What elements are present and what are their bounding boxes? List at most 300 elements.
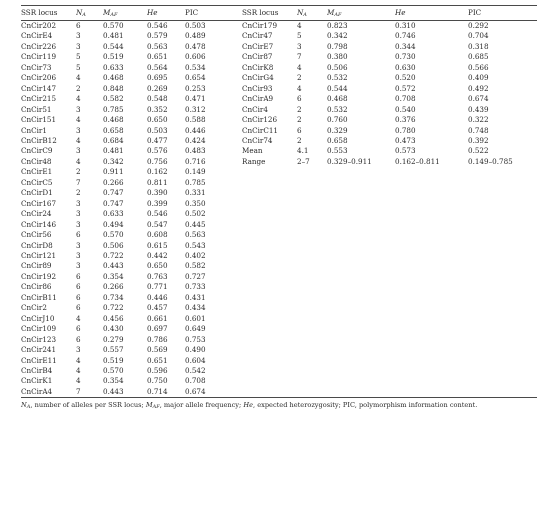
left-na-cell: 6: [76, 21, 81, 30]
left-pic-cell: 0.727: [185, 271, 206, 281]
right-maf-cell: [327, 230, 395, 240]
right-locus-cell: CnCir4: [242, 104, 268, 114]
right-na-cell: 4: [297, 62, 302, 72]
left-maf-cell: 0.734: [103, 292, 124, 302]
right-he-cell: [395, 178, 468, 188]
left-pic-cell: 0.502: [185, 209, 206, 219]
left-locus-cell: CnCir1: [21, 125, 47, 135]
right-pic-cell: [468, 209, 537, 219]
table-row: [21, 230, 537, 240]
right-locus-cell: [242, 178, 297, 188]
left-he-cell: 0.661: [147, 313, 168, 323]
right-maf-cell: [327, 314, 395, 324]
left-he-cell: 0.477: [147, 135, 168, 145]
right-maf-cell: [327, 293, 395, 303]
left-maf-cell: 0.544: [103, 41, 124, 51]
right-maf-cell: [327, 241, 395, 251]
table-row: [21, 94, 537, 104]
left-maf-cell: 0.519: [103, 52, 124, 62]
right-he-cell: [395, 356, 468, 366]
left-he-cell: 0.457: [147, 303, 168, 313]
right-he-cell: [395, 220, 468, 230]
left-locus-cell: CnCir151: [21, 115, 57, 125]
right-maf-cell: 0.329: [327, 125, 348, 135]
right-locus-cell: [242, 335, 297, 345]
left-he-cell: 0.811: [147, 177, 168, 187]
left-pic-cell: 0.601: [185, 313, 206, 323]
right-maf-cell: [327, 345, 395, 355]
left-locus-cell: CnCirE4: [21, 31, 53, 41]
table-row: [21, 31, 537, 41]
right-he-cell: [395, 209, 468, 219]
left-locus-cell: CnCir109: [21, 324, 57, 334]
left-maf-cell: 0.443: [103, 387, 147, 398]
header-na-left: $N_A$: [76, 7, 86, 18]
right-he-cell: [395, 387, 468, 398]
right-pic-cell: 0.522: [468, 146, 489, 156]
table-row: [21, 42, 537, 52]
left-pic-cell: 0.588: [185, 115, 206, 125]
right-pic-cell: [468, 230, 537, 240]
right-maf-cell: 0.798: [327, 41, 348, 51]
left-pic-cell: 0.716: [185, 156, 206, 166]
left-he-cell: 0.269: [147, 83, 168, 93]
right-na-cell: [297, 345, 327, 355]
table-row: [21, 63, 537, 73]
right-maf-cell: 0.532: [327, 104, 348, 114]
left-maf-cell: 0.848: [103, 83, 124, 93]
right-na-cell: [297, 251, 327, 261]
ssr-locus-table: [21, 5, 537, 398]
right-na-cell: 6: [297, 94, 302, 104]
right-pic-cell: [468, 324, 537, 334]
left-locus-cell: CnCirE11: [21, 355, 57, 365]
left-pic-cell: 0.708: [185, 376, 206, 386]
left-he-cell: 0.546: [147, 21, 168, 30]
left-he-cell: 0.352: [147, 104, 168, 114]
right-locus-cell: [242, 167, 297, 177]
table-footnote: $N_A$, number of alleles per SSR locus; $M_{AF}$, major allele frequency; He, expected heterozygosity; PIC, polymorphism information content.: [21, 401, 478, 411]
table-row: [21, 146, 537, 156]
left-maf-cell: 0.266: [103, 177, 124, 187]
left-maf-cell: 0.747: [103, 198, 124, 208]
right-he-cell: [395, 314, 468, 324]
right-locus-cell: [242, 366, 297, 376]
right-he-cell: 0.630: [395, 62, 416, 72]
left-locus-cell: CnCirB11: [21, 292, 57, 302]
table-row: [21, 136, 537, 146]
left-maf-cell: 0.456: [103, 313, 124, 323]
left-pic-cell: 0.733: [185, 282, 206, 292]
right-pic-cell: [468, 376, 537, 386]
left-pic-cell: 0.350: [185, 198, 206, 208]
left-pic-cell: 0.604: [185, 355, 206, 365]
left-na-cell: 4: [76, 365, 81, 375]
right-na-cell: [297, 356, 327, 366]
right-maf-cell: [327, 220, 395, 230]
table-header-row: [21, 6, 537, 21]
left-maf-cell: 0.722: [103, 250, 124, 260]
left-na-cell: 2: [76, 167, 81, 177]
right-pic-cell: [468, 387, 537, 398]
right-na-cell: 2: [297, 104, 302, 114]
right-locus-cell: CnCirC11: [242, 125, 279, 135]
left-na-cell: 6: [76, 303, 81, 313]
right-locus-cell: [242, 220, 297, 230]
left-pic-cell: 0.606: [185, 52, 206, 62]
left-he-cell: 0.786: [147, 334, 168, 344]
right-na-cell: [297, 324, 327, 334]
right-he-cell: 0.376: [395, 115, 416, 125]
right-na-cell: [297, 376, 327, 386]
right-locus-cell: [242, 345, 297, 355]
left-he-cell: 0.390: [147, 188, 168, 198]
right-pic-cell: 0.492: [468, 83, 489, 93]
right-he-cell: 0.573: [395, 146, 416, 156]
left-locus-cell: CnCirA4: [21, 387, 76, 398]
left-pic-cell: 0.543: [185, 240, 206, 250]
left-locus-cell: CnCir202: [21, 21, 57, 30]
right-na-cell: 3: [297, 41, 302, 51]
table-row: [21, 251, 537, 261]
right-pic-cell: [468, 293, 537, 303]
right-maf-cell: 0.544: [327, 83, 348, 93]
header-maf-left: $M_{AF}$: [103, 7, 118, 18]
left-na-cell: 5: [76, 62, 81, 72]
right-he-cell: [395, 293, 468, 303]
right-he-cell: [395, 261, 468, 271]
right-pic-cell: [468, 220, 537, 230]
table-row: [21, 220, 537, 230]
right-locus-cell: CnCirG4: [242, 73, 274, 83]
right-na-cell: [297, 314, 327, 324]
right-locus-cell: [242, 303, 297, 313]
right-pic-cell: 0.685: [468, 52, 489, 62]
header-pic-left: PIC: [185, 7, 199, 17]
header-maf-right: $M_{AF}$: [327, 7, 342, 18]
right-locus-cell: [242, 387, 297, 398]
left-pic-cell: 0.483: [185, 146, 206, 156]
right-maf-cell: 0.658: [327, 135, 348, 145]
left-pic-cell: 0.424: [185, 135, 206, 145]
left-na-cell: 3: [76, 41, 81, 51]
table-row: [21, 356, 537, 366]
right-locus-cell: [242, 251, 297, 261]
left-locus-cell: CnCirC5: [21, 177, 53, 187]
left-maf-cell: 0.785: [103, 104, 124, 114]
left-na-cell: 6: [76, 230, 81, 240]
left-pic-cell: 0.753: [185, 334, 206, 344]
left-maf-cell: 0.354: [103, 271, 124, 281]
left-he-cell: 0.596: [147, 365, 168, 375]
right-he-cell: [395, 167, 468, 177]
right-pic-cell: [468, 261, 537, 271]
left-locus-cell: CnCirD1: [21, 188, 53, 198]
header-ssr-locus-right: SSR locus: [242, 7, 279, 17]
left-na-cell: 4: [76, 313, 81, 323]
right-locus-cell: Mean: [242, 146, 263, 156]
left-na-cell: 3: [76, 198, 81, 208]
left-locus-cell: CnCir86: [21, 282, 52, 292]
header-na-right: $N_A$: [297, 7, 307, 18]
right-he-cell: [395, 376, 468, 386]
left-maf-cell: 0.633: [103, 62, 124, 72]
right-pic-cell: [468, 314, 537, 324]
right-maf-cell: 0.553: [327, 146, 348, 156]
left-pic-cell: 0.503: [185, 21, 206, 30]
right-locus-cell: CnCir87: [242, 52, 273, 62]
right-na-cell: 4: [297, 21, 302, 30]
table-row: [21, 167, 537, 177]
right-maf-cell: [327, 209, 395, 219]
left-locus-cell: CnCir147: [21, 83, 57, 93]
right-na-cell: 6: [297, 125, 302, 135]
right-na-cell: [297, 303, 327, 313]
table-row: [21, 366, 537, 376]
right-pic-cell: 0.149–0.785: [468, 156, 513, 166]
right-he-cell: 0.780: [395, 125, 416, 135]
right-pic-cell: 0.318: [468, 41, 489, 51]
right-locus-cell: [242, 282, 297, 292]
left-locus-cell: CnCirD8: [21, 240, 53, 250]
right-maf-cell: [327, 324, 395, 334]
left-he-cell: 0.548: [147, 94, 168, 104]
right-he-cell: [395, 366, 468, 376]
left-maf-cell: 0.494: [103, 219, 124, 229]
right-locus-cell: CnCirA9: [242, 94, 274, 104]
right-maf-cell: [327, 303, 395, 313]
left-maf-cell: 0.722: [103, 303, 124, 313]
right-he-cell: [395, 188, 468, 198]
right-locus-cell: CnCir126: [242, 115, 278, 125]
right-locus-cell: [242, 356, 297, 366]
right-na-cell: [297, 167, 327, 177]
left-na-cell: 2: [76, 83, 81, 93]
table-row: [21, 335, 537, 345]
table-row: [21, 209, 537, 219]
right-he-cell: [395, 241, 468, 251]
left-na-cell: 3: [76, 125, 81, 135]
left-locus-cell: CnCir56: [21, 230, 52, 240]
left-na-cell: 6: [76, 334, 81, 344]
right-na-cell: [297, 188, 327, 198]
table-row: [21, 314, 537, 324]
right-locus-cell: CnCir93: [242, 83, 273, 93]
left-na-cell: 3: [76, 31, 81, 41]
table-row: [21, 115, 537, 125]
right-he-cell: [395, 199, 468, 209]
right-pic-cell: 0.566: [468, 62, 489, 72]
right-na-cell: [297, 178, 327, 188]
left-he-cell: 0.579: [147, 31, 168, 41]
left-he-cell: 0.576: [147, 146, 168, 156]
table-row: [21, 324, 537, 334]
left-locus-cell: CnCirE1: [21, 167, 53, 177]
table-row: [21, 105, 537, 115]
left-he-cell: 0.650: [147, 115, 168, 125]
left-na-cell: 7: [76, 387, 103, 398]
left-pic-cell: 0.563: [185, 230, 206, 240]
right-na-cell: [297, 272, 327, 282]
table-row: [21, 387, 537, 398]
header-he-right: He: [395, 7, 406, 17]
left-locus-cell: CnCir167: [21, 198, 57, 208]
right-maf-cell: 0.532: [327, 73, 348, 83]
right-maf-cell: 0.506: [327, 62, 348, 72]
right-pic-cell: [468, 241, 537, 251]
table-row: [21, 376, 537, 386]
left-locus-cell: CnCir51: [21, 104, 52, 114]
right-he-cell: [395, 345, 468, 355]
right-he-cell: 0.572: [395, 83, 416, 93]
left-he-cell: 0.503: [147, 125, 168, 135]
right-na-cell: 2: [297, 115, 302, 125]
left-maf-cell: 0.468: [103, 73, 124, 83]
right-maf-cell: [327, 376, 395, 386]
right-maf-cell: 0.760: [327, 115, 348, 125]
left-locus-cell: CnCir121: [21, 250, 57, 260]
left-he-cell: 0.695: [147, 73, 168, 83]
left-maf-cell: 0.582: [103, 94, 124, 104]
right-na-cell: 2: [297, 73, 302, 83]
left-he-cell: 0.399: [147, 198, 168, 208]
right-maf-cell: [327, 282, 395, 292]
left-locus-cell: CnCirB12: [21, 135, 57, 145]
left-na-cell: 3: [76, 219, 81, 229]
right-maf-cell: 0.342: [327, 31, 348, 41]
right-he-cell: 0.520: [395, 73, 416, 83]
left-maf-cell: 0.266: [103, 282, 124, 292]
right-locus-cell: [242, 188, 297, 198]
right-locus-cell: Range: [242, 156, 266, 166]
table-row: [21, 126, 537, 136]
left-pic-cell: 0.446: [185, 125, 206, 135]
left-maf-cell: 0.443: [103, 261, 124, 271]
left-na-cell: 3: [76, 250, 81, 260]
table-row: [21, 21, 537, 32]
left-na-cell: 6: [76, 292, 81, 302]
right-pic-cell: [468, 335, 537, 345]
right-locus-cell: [242, 376, 297, 386]
table-row: [21, 345, 537, 355]
right-he-cell: 0.540: [395, 104, 416, 114]
table-row: [21, 188, 537, 198]
right-pic-cell: 0.748: [468, 125, 489, 135]
right-pic-cell: [468, 272, 537, 282]
right-maf-cell: [327, 335, 395, 345]
left-na-cell: 4: [76, 73, 81, 83]
right-na-cell: 5: [297, 31, 302, 41]
right-maf-cell: [327, 272, 395, 282]
left-pic-cell: 0.331: [185, 188, 206, 198]
left-na-cell: 3: [76, 240, 81, 250]
left-maf-cell: 0.519: [103, 355, 124, 365]
right-pic-cell: [468, 188, 537, 198]
right-maf-cell: [327, 188, 395, 198]
left-locus-cell: CnCir146: [21, 219, 57, 229]
left-maf-cell: 0.747: [103, 188, 124, 198]
left-pic-cell: 0.674: [185, 387, 242, 398]
right-locus-cell: CnCir74: [242, 135, 273, 145]
left-pic-cell: 0.149: [185, 167, 206, 177]
left-locus-cell: CnCir2: [21, 303, 47, 313]
left-pic-cell: 0.471: [185, 94, 206, 104]
left-locus-cell: CnCir123: [21, 334, 57, 344]
left-locus-cell: CnCir226: [21, 41, 57, 51]
right-maf-cell: 0.468: [327, 94, 348, 104]
left-maf-cell: 0.481: [103, 31, 124, 41]
left-maf-cell: 0.570: [103, 365, 124, 375]
right-na-cell: 2–7: [297, 156, 310, 166]
left-he-cell: 0.608: [147, 230, 168, 240]
left-na-cell: 2: [76, 188, 81, 198]
right-locus-cell: [242, 230, 297, 240]
left-pic-cell: 0.490: [185, 345, 206, 355]
right-he-cell: 0.162–0.811: [395, 156, 440, 166]
right-pic-cell: [468, 356, 537, 366]
right-na-cell: [297, 230, 327, 240]
table-row: [21, 52, 537, 62]
header-ssr-locus-left: SSR locus: [21, 7, 58, 17]
table-row: [21, 272, 537, 282]
left-he-cell: 0.563: [147, 41, 168, 51]
left-na-cell: 3: [76, 261, 81, 271]
header-he-left: He: [147, 7, 158, 17]
right-he-cell: [395, 272, 468, 282]
left-he-cell: 0.446: [147, 292, 168, 302]
left-maf-cell: 0.342: [103, 156, 124, 166]
right-pic-cell: 0.322: [468, 115, 489, 125]
left-pic-cell: 0.582: [185, 261, 206, 271]
right-locus-cell: [242, 272, 297, 282]
right-pic-cell: [468, 251, 537, 261]
left-maf-cell: 0.430: [103, 324, 124, 334]
table-row: [21, 73, 537, 83]
left-na-cell: 4: [76, 355, 81, 365]
left-maf-cell: 0.570: [103, 21, 124, 30]
left-pic-cell: 0.534: [185, 62, 206, 72]
right-locus-cell: [242, 324, 297, 334]
left-maf-cell: 0.911: [103, 167, 124, 177]
left-pic-cell: 0.542: [185, 365, 206, 375]
table-row: [21, 293, 537, 303]
right-pic-cell: 0.674: [468, 94, 489, 104]
right-pic-cell: 0.439: [468, 104, 489, 114]
left-na-cell: 4: [76, 135, 81, 145]
left-locus-cell: CnCir24: [21, 209, 52, 219]
right-na-cell: [297, 199, 327, 209]
left-he-cell: 0.546: [147, 209, 168, 219]
right-he-cell: [395, 251, 468, 261]
right-pic-cell: [468, 345, 537, 355]
left-he-cell: 0.162: [147, 167, 168, 177]
right-pic-cell: [468, 303, 537, 313]
right-na-cell: [297, 241, 327, 251]
left-locus-cell: CnCir241: [21, 345, 57, 355]
table-row: [21, 199, 537, 209]
right-he-cell: 0.708: [395, 94, 416, 104]
right-locus-cell: [242, 261, 297, 271]
left-na-cell: 4: [76, 94, 81, 104]
left-pic-cell: 0.431: [185, 292, 206, 302]
right-na-cell: [297, 220, 327, 230]
right-maf-cell: [327, 178, 395, 188]
right-locus-cell: [242, 314, 297, 324]
right-na-cell: 4.1: [297, 146, 309, 156]
right-na-cell: [297, 335, 327, 345]
left-na-cell: 4: [76, 115, 81, 125]
right-pic-cell: 0.704: [468, 31, 489, 41]
